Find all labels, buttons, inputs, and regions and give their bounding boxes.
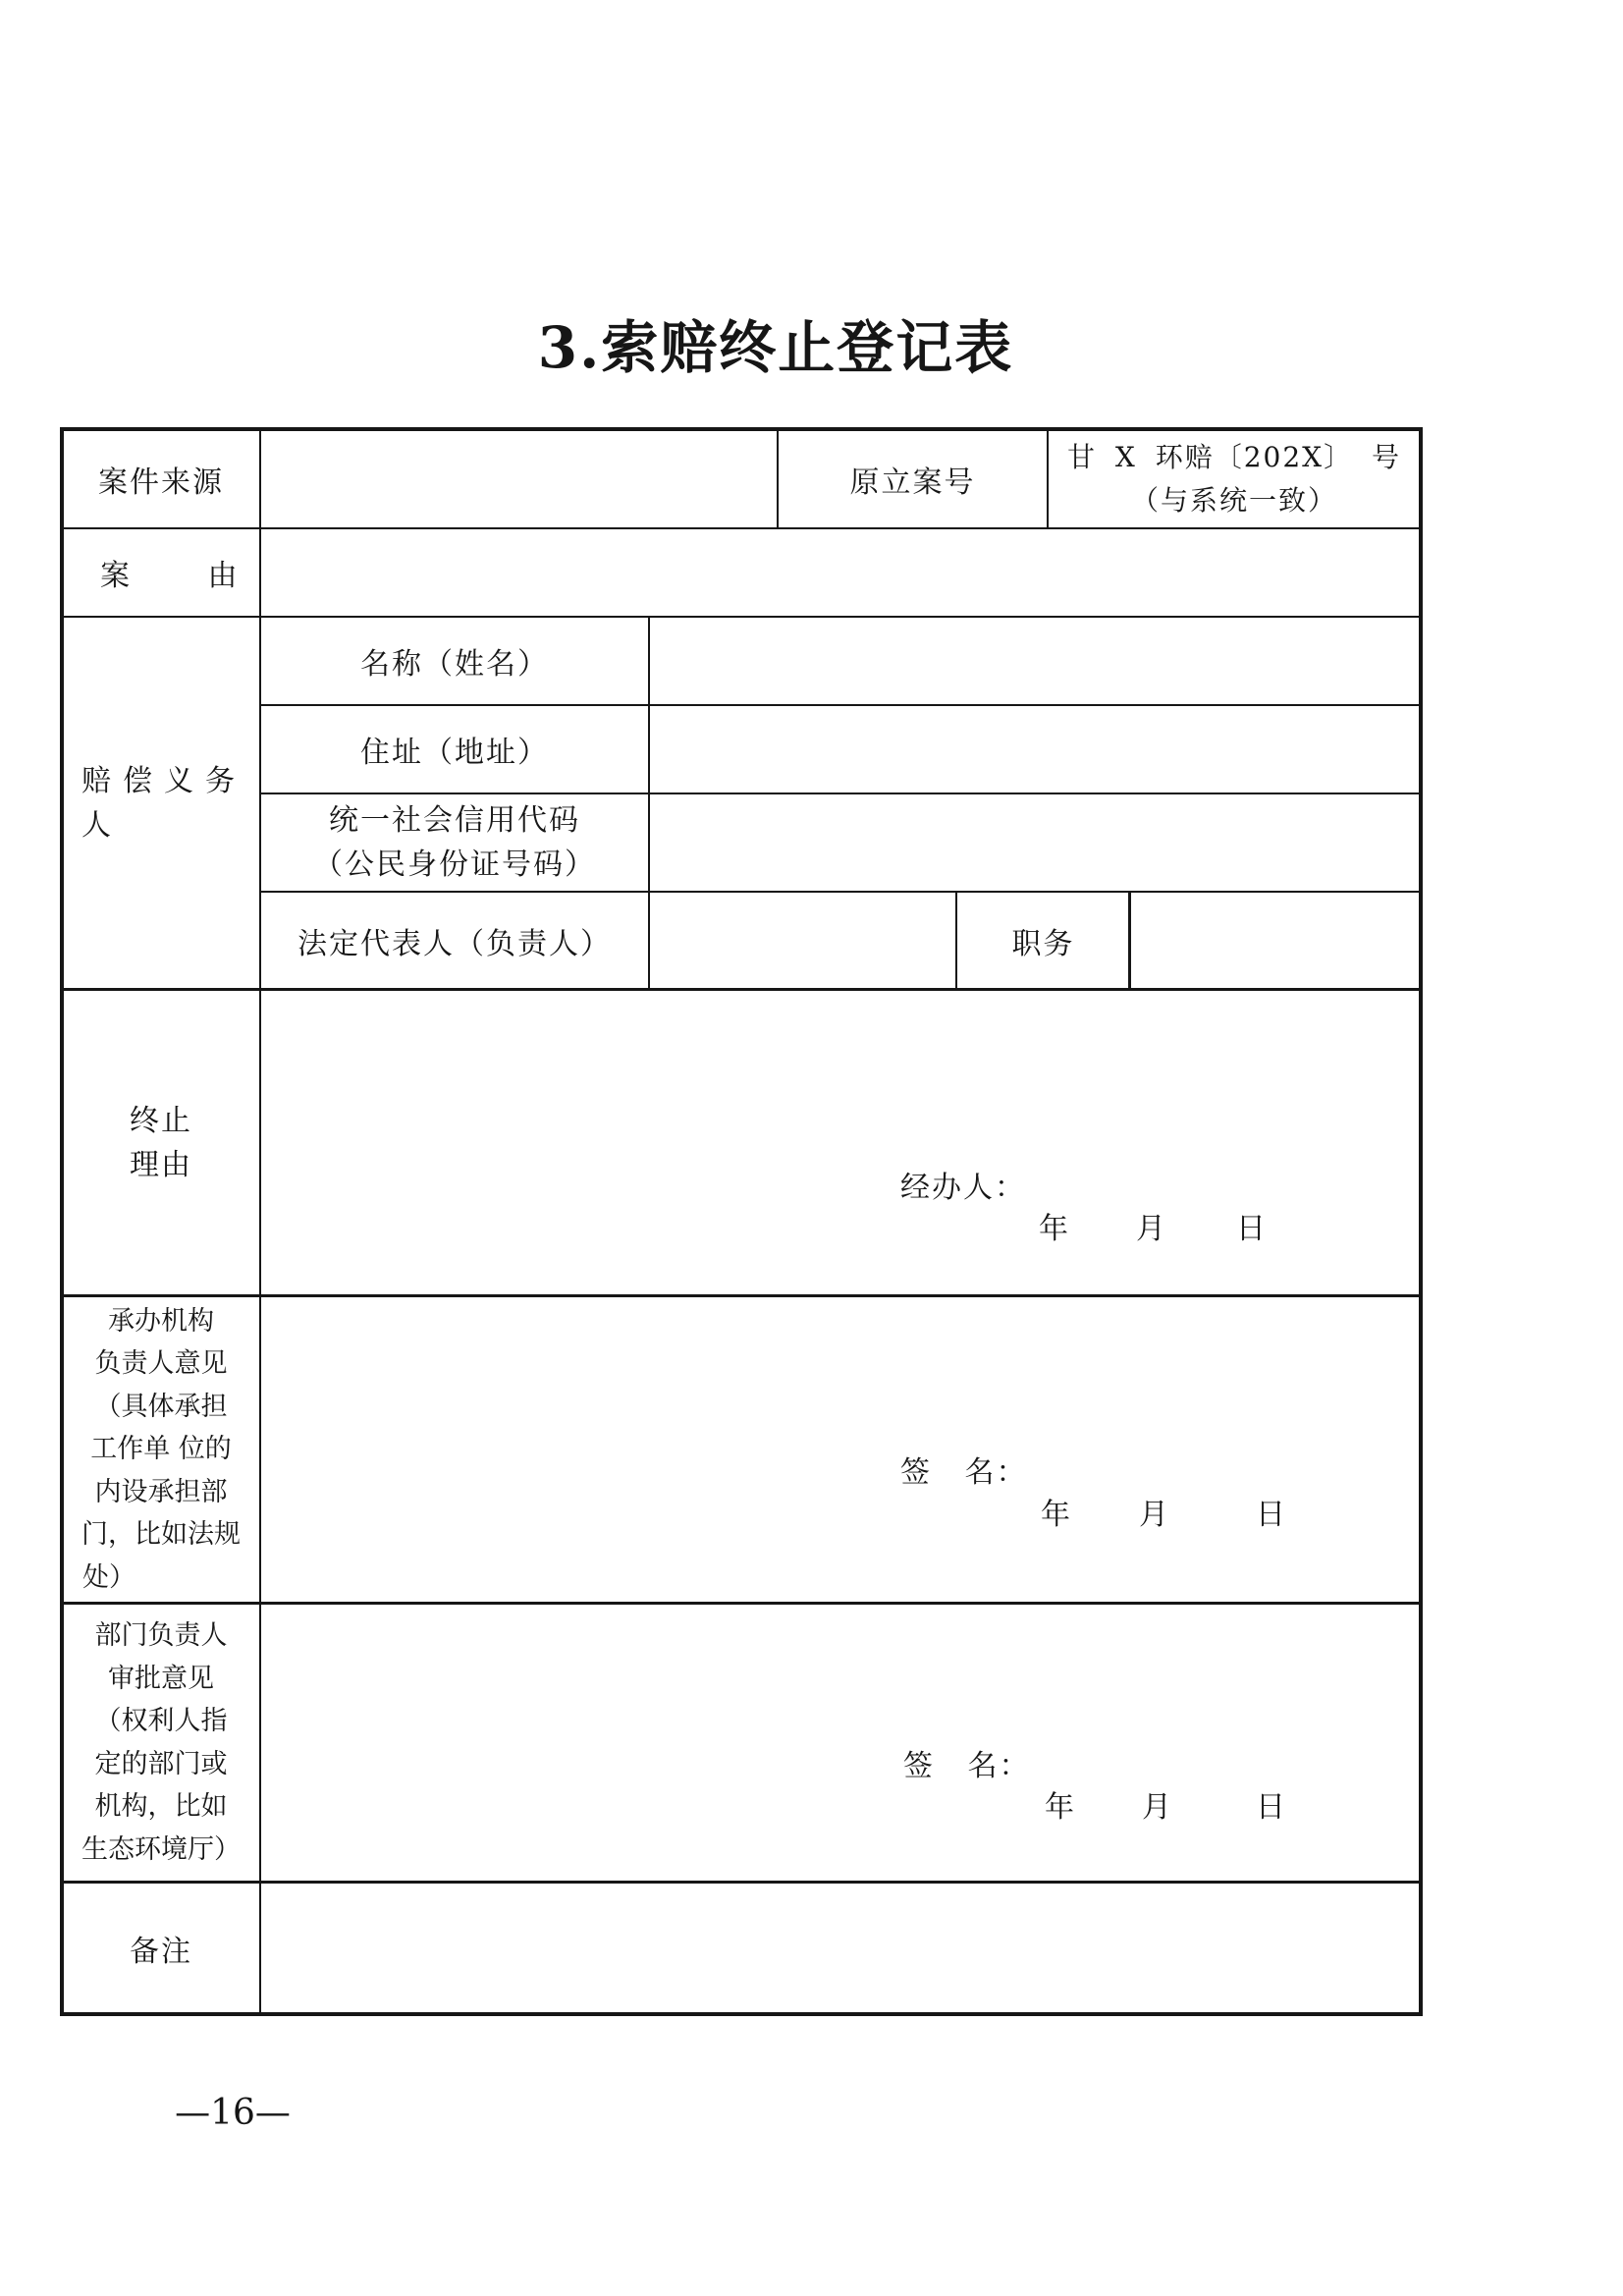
legal-rep-value-cell (648, 891, 957, 991)
department-approval-label-cell (61, 1602, 261, 1884)
handler-label: 经办人： (900, 1171, 1026, 1205)
date-year: 年 (1041, 1498, 1072, 1532)
date-month: 月 (1142, 1790, 1173, 1825)
undertaker-label-line: （具体承担 (94, 1391, 228, 1422)
termination-reason-content-cell (259, 988, 1422, 1297)
date-month: 月 (1139, 1498, 1170, 1532)
credit-code-label-cell (259, 793, 650, 893)
remarks-label: 备注 (130, 1935, 192, 1969)
department-label-line: 机构，比如 (94, 1791, 228, 1822)
remarks-content-cell (259, 1881, 1422, 2016)
date-year: 年 (1039, 1212, 1070, 1246)
name-label-cell (259, 616, 650, 706)
obligor-label: 赔偿义务人 (81, 764, 246, 843)
legal-rep-label: 法定代表人（负责人） (298, 927, 612, 961)
date-day: 日 (1256, 1498, 1287, 1532)
termination-reason-label-cell (61, 988, 261, 1297)
department-label-line: 生态环境厅） (81, 1833, 241, 1865)
original-case-no-value-cell (1047, 428, 1422, 529)
date-year: 年 (1045, 1790, 1076, 1825)
case-no-note: （与系统一致） (1130, 483, 1337, 517)
position-value-cell (1128, 891, 1422, 991)
document-title: 3.索赔终止登记表 (537, 314, 1014, 381)
credit-code-label: 统一社会信用代码 (329, 803, 580, 838)
address-label: 住址（地址） (360, 736, 549, 770)
termination-reason-label-line: 理由 (130, 1147, 192, 1182)
date-day: 日 (1236, 1212, 1268, 1246)
original-case-no-label: 原立案号 (849, 465, 976, 500)
department-approval-content-cell (259, 1602, 1422, 1884)
department-label-line: （权利人指 (94, 1706, 228, 1736)
undertaker-label-line: 工作单 位的 (90, 1434, 232, 1465)
address-label-cell (259, 704, 650, 794)
undertaker-opinion-content-cell (259, 1294, 1422, 1605)
undertaker-label-line: 内设承担部 (94, 1476, 228, 1507)
case-no-format: 甘 X 环赔〔202X〕 号 (1066, 440, 1401, 473)
date-day: 日 (1256, 1790, 1287, 1825)
undertaker-label-line: 负责人意见 (94, 1348, 228, 1380)
termination-reason-label-line: 终止 (130, 1103, 192, 1138)
department-label-line: 审批意见 (108, 1663, 214, 1694)
cause-value-cell (259, 527, 1422, 618)
id-number-label: （公民身份证号码） (313, 847, 596, 882)
case-source-value-cell (259, 428, 779, 529)
obligor-label-cell (61, 616, 261, 991)
page-number: —16— (175, 2093, 291, 2133)
department-label-line: 定的部门或 (94, 1748, 228, 1779)
name-value-cell (648, 616, 1422, 706)
signature-label: 签 名： (903, 1749, 1031, 1783)
position-label: 职务 (1011, 927, 1075, 961)
case-source-label-cell (61, 428, 261, 529)
undertaker-label-line: 门，比如法规 (81, 1519, 241, 1551)
undertaker-label-line: 处） (82, 1561, 135, 1593)
position-label-cell (955, 891, 1131, 991)
cause-label: 案 由 (100, 559, 240, 593)
name-label: 名称（姓名） (360, 647, 549, 682)
date-month: 月 (1136, 1212, 1167, 1246)
undertaker-label-line: 承办机构 (108, 1305, 214, 1337)
signature-label: 签 名： (900, 1455, 1028, 1490)
remarks-label-cell (61, 1881, 261, 2016)
credit-code-value-cell (648, 793, 1422, 893)
undertaker-opinion-label-cell (61, 1294, 261, 1605)
original-case-no-label-cell (777, 428, 1049, 529)
address-value-cell (648, 704, 1422, 794)
legal-rep-label-cell (259, 891, 650, 991)
case-source-label: 案件来源 (98, 465, 224, 500)
cause-label-cell (61, 527, 261, 618)
department-label-line: 部门负责人 (94, 1620, 228, 1651)
